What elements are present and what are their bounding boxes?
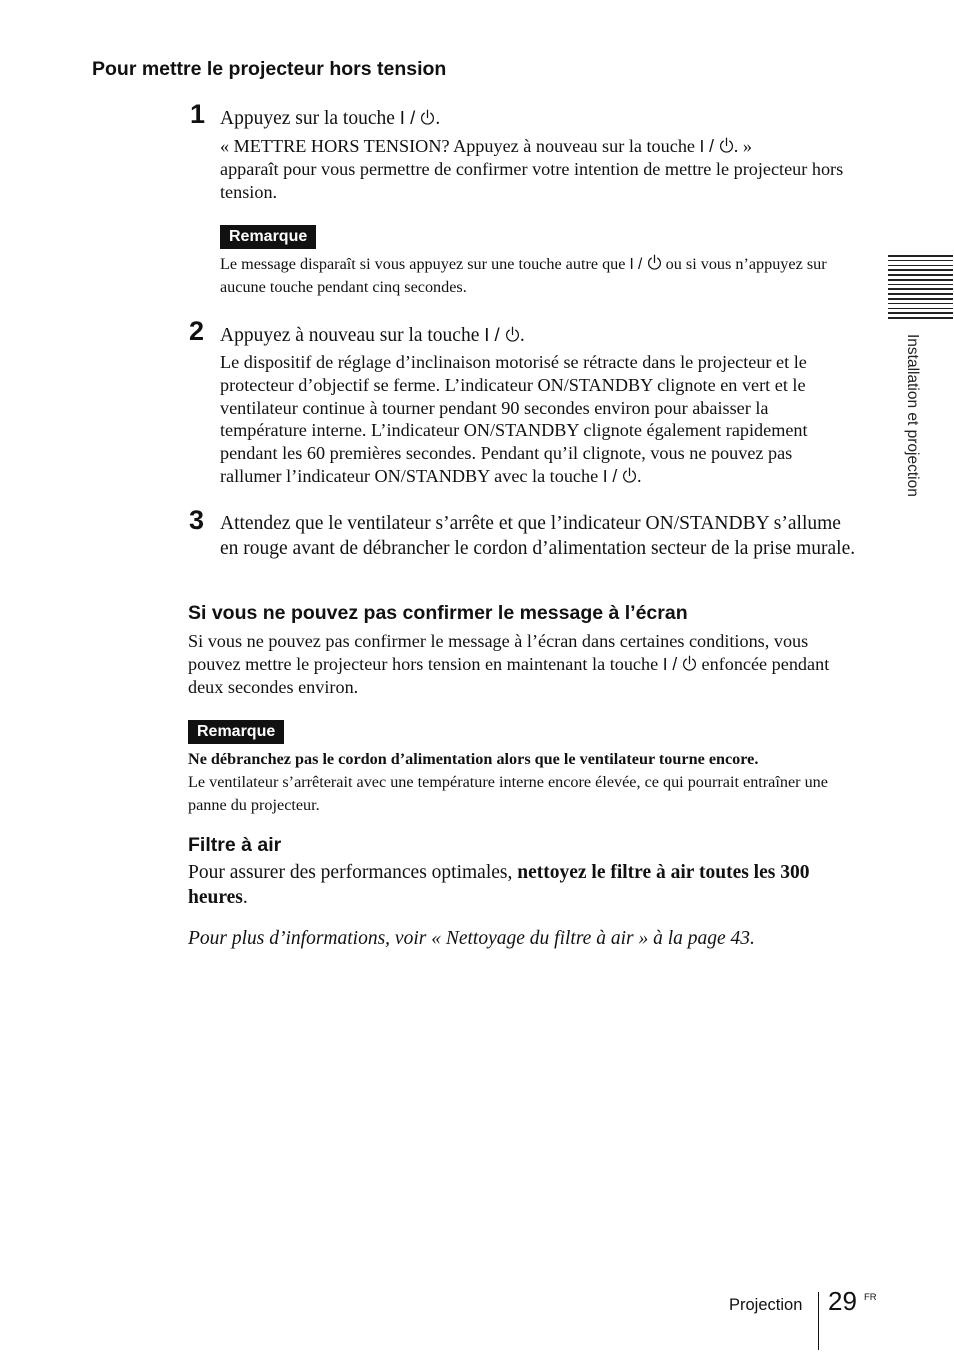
step-2-title-text: Appuyez à nouveau sur la touche [220,325,480,346]
filter-body [188,861,858,910]
power-icon [505,326,520,343]
power-key-label: I / [699,136,719,156]
confirm-section-body [188,630,856,698]
filter-body-pre: Pour assurer des performances optimales, [188,862,513,883]
note-1-badge: Remarque [220,225,316,249]
filter-title: Filtre à air [188,834,282,856]
note-2-body: Le ventilateur s’arrêterait avec une température interne encore élevée, ce qui pourrait entraîner une panne du projecteur. [188,773,828,814]
note-1-pre: Le message disparaît si vous appuyez sur une touche autre que [220,255,626,273]
step-1-body [220,135,860,203]
power-icon [622,467,637,484]
step-1-title-text: Appuyez sur la touche [220,108,395,129]
sidebar-label: Installation et projection [904,334,921,497]
step-3-number: 3 [189,505,205,535]
step-2-body-text: Le dispositif de réglage d’inclinaison motorisé se rétracte dans le projecteur et le protecteur d’objectif se ferme. L’indicateur ON/STANDBY clignote en vert et le ventilateur continue à tourner pendant 90 secondes environ pour abaisser la température interne. L’indicateur ON/STANDBY clignote également rapidement pendant les 60 premières secondes. Pendant qu’il clignote, vous ne pouvez pas rallumer l’indicateur ON/STANDBY avec la touche [220,352,808,486]
power-icon [682,655,697,672]
language-code: FR [864,1292,877,1303]
power-key-label: I / [629,256,647,273]
step-1-title: Appuyez sur la touche I / . [220,107,441,129]
note-2-badge: Remarque [188,720,284,744]
power-icon [719,137,734,154]
step-1-message-text: « METTRE HORS TENSION? Appuyez à nouveau sur la touche [220,136,695,156]
confirm-section-body-post: enfoncée pendant deux secondes environ. [188,653,830,697]
note-2-bold: Ne débranchez pas le cordon d’alimentation alors que le ventilateur tourne encore. [188,750,759,768]
footer-section: Projection [729,1296,803,1314]
step-1-message-close: . » [733,136,752,156]
step-1-rest: apparaît pour vous permettre de confirmer votre intention de mettre le projecteur hors tension. [220,158,844,202]
filter-body-bold: nettoyez le filtre à air toutes les 300 heures [188,862,810,908]
section-title: Pour mettre le projecteur hors tension [92,58,447,80]
step-2-number: 2 [189,316,205,346]
step-3-body: Attendez que le ventilateur s’arrête et que l’indicateur ON/STANDBY s’allume en rouge avant de débrancher le cordon d’alimentation secteur de la prise murale. [220,513,856,559]
page-number: 29 [828,1286,857,1316]
power-key-label: I / [602,465,622,486]
step-1-number: 1 [190,99,206,129]
confirm-section-body-pre: Si vous ne pouvez pas confirmer le message à l’écran dans certaines conditions, vous pouvez mettre le projecteur hors tension en maintenant la touche [188,631,809,674]
confirm-section-title: Si vous ne pouvez pas confirmer le message à l’écran [188,602,688,624]
sidebar-tab-bars [888,255,953,322]
power-icon [420,109,435,126]
power-key-label: I / [662,653,682,674]
note-2 [188,720,284,744]
step-2-body: Le dispositif de réglage d’inclinaison motorisé se rétracte dans le projecteur et le protecteur d’objectif se ferme. L’indicateur ON/STANDBY clignote en vert et le ventilateur continue à tourner pendant 90 secondes environ pour abaisser la température interne. L’indicateur ON/STANDBY clignote également rapidement pendant les 60 premières secondes. Pendant qu’il clignote, vous ne pouvez pas rallumer l’indicateur ON/STANDBY avec la touche I / . [220,352,808,486]
note-1 [220,225,316,249]
note-1-text [220,253,852,299]
note-1-post: ou si vous n’appuyez sur aucune touche pendant cinq secondes. [220,255,827,296]
footer-divider [818,1292,819,1350]
filter-reference: Pour plus d’informations, voir « Nettoyage du filtre à air » à la page 43. [188,928,755,949]
filter-body-post: . [242,886,248,908]
step-2-title: Appuyez à nouveau sur la touche I / . [220,324,525,346]
power-key-label: I / [399,107,421,128]
power-icon [647,254,662,271]
power-key-label: I / [484,324,505,345]
